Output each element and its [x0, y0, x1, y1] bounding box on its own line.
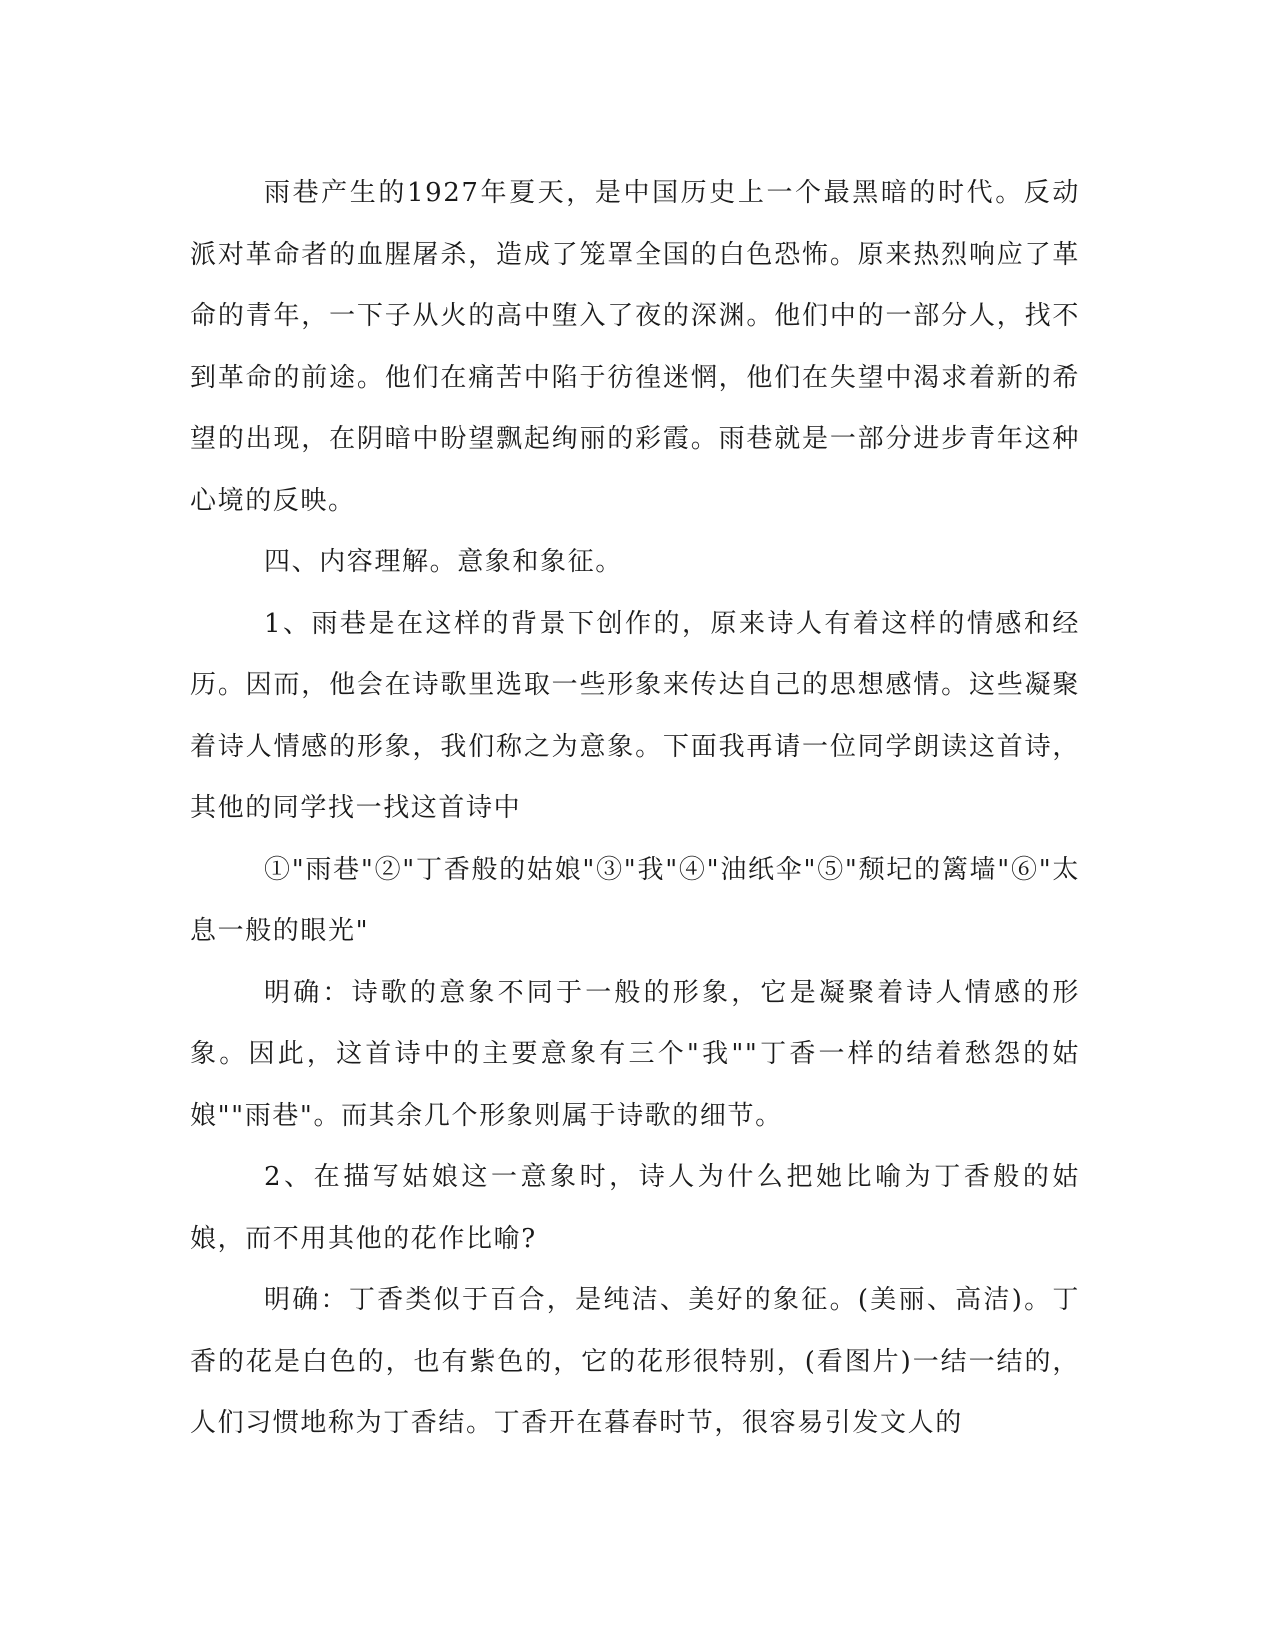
paragraph-background: 雨巷产生的1927年夏天，是中国历史上一个最黑暗的时代。反动派对革命者的血腥屠杀，造成了笼罩全国的白色恐怖。原来热烈响应了革命的青年，一下子从火的高中堕入了夜的深渊。他们中的一部分人，找不到革命的前途。他们在痛苦中陷于彷徨迷惘，他们在失望中渴求着新的希望的出现，在阴暗中盼望飘起绚丽的彩霞。雨巷就是一部分进步青年这种心境的反映。: [190, 178, 1080, 516]
paragraph-image-list: ①"雨巷"②"丁香般的姑娘"③"我"④"油纸伞"⑤"颓圮的篱墙"⑥"太息一般的眼光": [190, 854, 1080, 946]
paragraph-answer-1: 明确：诗歌的意象不同于一般的形象，它是凝聚着诗人情感的形象。因此，这首诗中的主要意象有三个"我""丁香一样的结着愁怨的姑娘""雨巷"。而其余几个形象则属于诗歌的细节。: [190, 977, 1080, 1131]
paragraph-question-2: 2、在描写姑娘这一意象时，诗人为什么把她比喻为丁香般的姑娘，而不用其他的花作比喻?: [190, 1162, 1080, 1254]
paragraph-question-1: 1、雨巷是在这样的背景下创作的，原来诗人有着这样的情感和经历。因而，他会在诗歌里选取一些形象来传达自己的思想感情。这些凝聚着诗人情感的形象，我们称之为意象。下面我再请一位同学朗读这首诗，其他的同学找一找这首诗中: [190, 608, 1080, 823]
paragraph-answer-2: 明确：丁香类似于百合，是纯洁、美好的象征。(美丽、高洁)。丁香的花是白色的，也有紫色的，它的花形很特别，(看图片)一结一结的，人们习惯地称为丁香结。丁香开在暮春时节，很容易引发文人的: [190, 1285, 1080, 1438]
section-heading-content-understanding: 四、内容理解。意象和象征。: [264, 547, 623, 577]
document-body: [190, 163, 1080, 1455]
